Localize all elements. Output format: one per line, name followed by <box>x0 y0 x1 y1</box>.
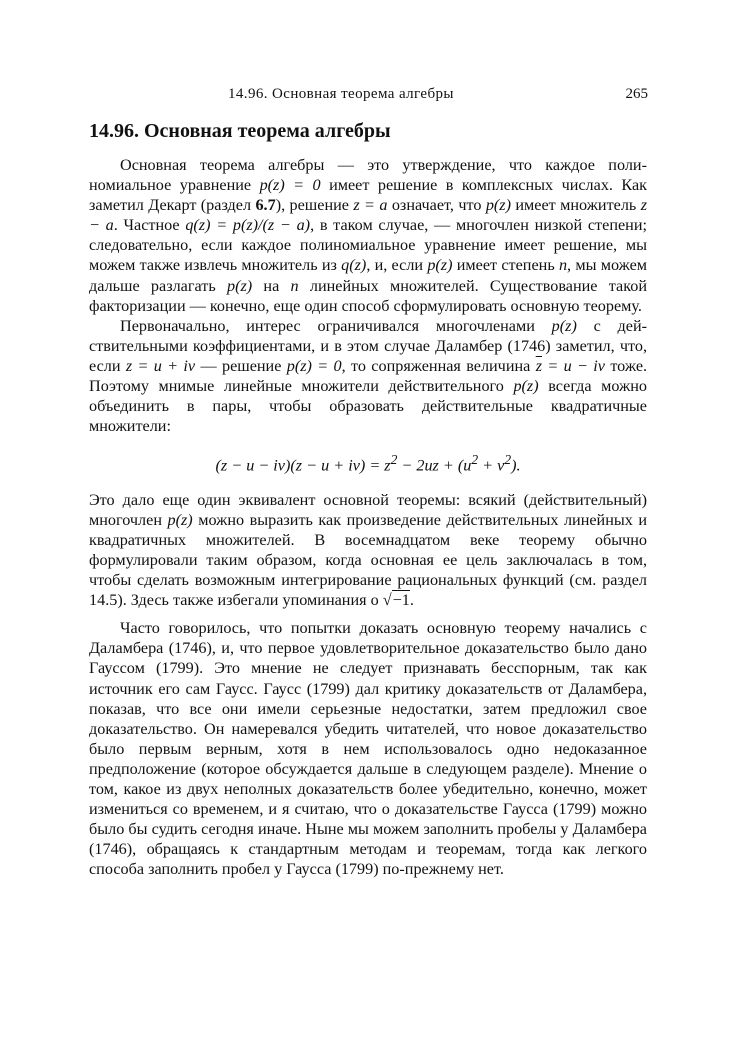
math-inline: p(z) <box>485 196 511 215</box>
paragraph-4: Часто говорилось, что попытки доказать основную теорему начались с Даламбера (1746), и, что первое удовлетворительное доказательство было дано Гауссом (1799). Это мнение не следует признавать бесспорным, так как источник его сам Гаусс. Гаусс (1799) дал критику доказательств от Даламбера, показав, что все они имели серьезные недостатки, затем предложил свое доказательство. Он намеревался убедить читателей, что новое доказательство было первым верным, хотя в нем использовалось одно недоказанное предположение (которое обсуждается дальше в следующем разделе). Мнение о том, какое из двух неполных доказательств более убедительно, конечно, может измениться со временем, и я считаю, что о доказательстве Гаусса (1799) можно было бы судить сегодня иначе. Ныне мы можем заполнить пробелы у Даламбера (1746), обращаясь к стандартным методам и теоремам, тогда как легкого способа заполнить пробел у Гаусса (1799) по-прежнему нет. <box>89 619 647 879</box>
math-conjugate: $\overline{z}$ <box>535 356 542 375</box>
math-inline: = u − iv <box>547 356 605 375</box>
math-inline: z = u + iv <box>125 356 196 375</box>
paragraph-1: Основная теорема алгебры — это утверждение, что каждое полиномиальное уравнение p(z) = 0 имеет решение в комплексных числах. Как заметил Декарт (раздел 6.7), решение z = a означает, что p(z) имеет множитель z − a. Частное q(z) = p(z)/(z − a), в таком случае, — многочлен низкой степени; следовательно, если каждое полиномиальное уравнение имеет решение, мы можем также извлечь множитель из q(z), и, если p(z) имеет степень n, мы можем дальше разлагать p(z) на n линейных множителей. Существование такой факторизации — конечно, еще один способ сформулировать основную теорему. <box>89 156 648 315</box>
running-header <box>90 84 648 104</box>
running-title: 14.96. Основная теорема алгебры <box>228 86 454 102</box>
math-inline: p(z) <box>427 256 453 275</box>
math-inline: z = a <box>353 196 388 215</box>
math-inline: q(z) = p(z)/(z − a) <box>185 216 311 235</box>
display-formula: $(z - u - iv)(z - u + iv) = z^2 - 2uz + (u^2 + v^2)$. <box>215 452 521 475</box>
math-inline: n <box>290 276 299 295</box>
math-inline: p(z) <box>551 316 577 335</box>
math-inline: p(z) = 0 <box>286 356 342 375</box>
paragraph-2: Первоначально, интерес ограничивался многочленами p(z) с действительными коэффициентами, и в этом случае Даламбер (1746) заметил, что, если z = u + iv — решение p(z) = 0, то сопряженная величина $\overline{z} = u$ − iv тоже. Поэтому мнимые линейные множители действительного p(z) всегда можно объединить в пары, чтобы образовать действительные квадратичные множители: <box>89 316 648 436</box>
math-inline: z − a <box>89 196 647 235</box>
section-reference: 6.7 <box>255 196 276 215</box>
math-inline: p(z) <box>513 377 539 396</box>
paragraph-3: Это дало еще один эквивалент основной теоремы: всякий (действительный) многочлен p(z) можно выразить как произведение действительных линейных и квадратичных множителей. В восемнадцатом веке теорему обычно формулировали таким образом, когда основная ее цель заключалась в том, чтобы сделать возможным интегрирование рациональных функций (см. раздел 14.5). Здесь также избегали упоминания о √−1. <box>89 490 648 610</box>
math-inline: q(z) <box>341 256 367 275</box>
section-title: 14.96. Основная теорема алгебры <box>89 120 391 142</box>
math-inline: p(z) = 0 <box>259 176 321 195</box>
body-text <box>89 155 647 879</box>
page-number: 265 <box>625 86 648 102</box>
math-inline: n <box>558 256 568 275</box>
sqrt-minus-one: √−1 <box>382 591 410 610</box>
math-inline: p(z) <box>226 276 253 295</box>
math-inline: p(z) <box>167 510 193 529</box>
